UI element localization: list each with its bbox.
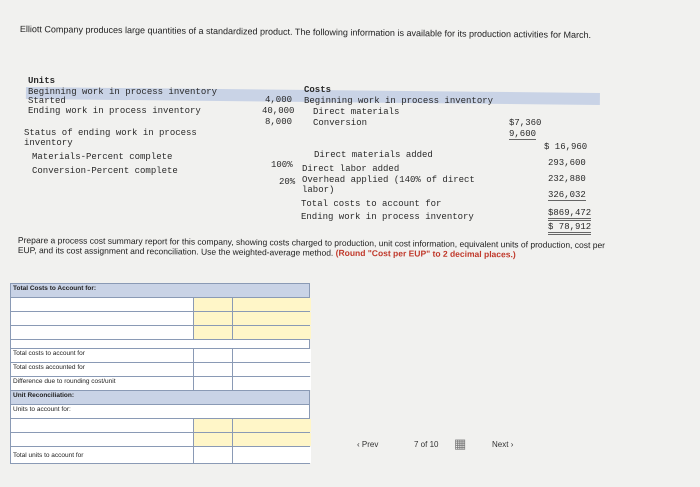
costs-beg-total: $ 16,960	[544, 142, 588, 152]
materials-percent-value: 100%	[271, 160, 293, 170]
form-row-difference	[10, 377, 310, 391]
input-cell[interactable]	[193, 377, 232, 390]
form-row-units-1	[10, 419, 310, 433]
input-cell[interactable]	[232, 447, 311, 463]
status-label: Status of ending work in process	[24, 128, 197, 138]
units-row-beg-label: Beginning work in process inventory	[28, 87, 218, 97]
form-row-units-2	[10, 433, 310, 447]
materials-percent-label: Materials-Percent complete	[32, 152, 173, 162]
dm-added-label: Direct materials added	[314, 150, 433, 160]
costs-conversion-label: Conversion	[313, 118, 368, 128]
page-indicator: 7 of 10	[414, 440, 439, 449]
costs-beg-wip-label: Beginning work in process inventory	[304, 96, 494, 106]
chevron-right-icon: ›	[510, 440, 514, 449]
total-costs-value: $869,472	[548, 208, 591, 221]
unit-recon-header: Unit Reconciliation:	[13, 392, 75, 399]
cost-summary-form	[10, 283, 310, 464]
intro-text: Elliott Company produces large quantities of a standardized product. The following information is available for its production activities for March.	[19, 24, 592, 40]
input-cell[interactable]	[232, 349, 311, 362]
instructions-text: Prepare a process cost summary report for this company, showing costs charged to production, unit cost information, equivalent units of production, cost per EUP, and its cost assignment and reconciliation. Use the weighted-average method.	[17, 235, 606, 258]
unit-recon-row	[10, 391, 310, 405]
ending-wip-value: $ 78,912	[548, 222, 591, 235]
input-cell[interactable]	[232, 433, 311, 446]
input-cell[interactable]	[232, 419, 311, 432]
units-row-started-value: 40,000	[262, 106, 295, 116]
input-cell[interactable]	[232, 326, 311, 339]
form-row-total-costs	[10, 349, 310, 363]
dm-added-value: 293,600	[548, 158, 586, 168]
grid-icon[interactable]: ▦	[454, 436, 467, 451]
units-row-end-value: 8,000	[265, 117, 293, 127]
total-units-row	[10, 447, 310, 464]
total-costs-header-row	[10, 283, 310, 298]
conversion-percent-value: 20%	[279, 177, 296, 187]
costs-direct-materials-value: $7,360	[509, 118, 542, 128]
input-cell[interactable]	[232, 298, 311, 311]
overhead-value: 326,032	[548, 190, 586, 200]
costs-conversion-value: 9,600	[509, 129, 537, 139]
overhead-label-2: labor)	[302, 185, 335, 195]
total-costs-header: Total Costs to Account for:	[13, 285, 97, 292]
input-cell[interactable]	[193, 363, 232, 376]
form-row-accounted	[10, 363, 310, 377]
rounding-note: (Round "Cost per EUP" to 2 decimal places.)	[335, 247, 516, 260]
total-units-label: Total units to account for	[13, 452, 84, 459]
units-to-account-label: Units to account for:	[13, 406, 71, 413]
difference-label: Difference due to rounding cost/unit	[13, 378, 116, 385]
form-row-2	[10, 312, 310, 326]
form-gap	[10, 340, 310, 349]
conversion-percent-label: Conversion-Percent complete	[32, 166, 178, 176]
costs-header: Costs	[304, 85, 332, 95]
costs-direct-materials-label: Direct materials	[313, 107, 400, 117]
next-button[interactable]	[492, 440, 513, 449]
units-row-started-label: Started	[28, 96, 66, 106]
input-cell[interactable]	[193, 298, 232, 311]
ending-wip-label: Ending work in process inventory	[301, 212, 474, 222]
overhead-label: Overhead applied (140% of direct	[302, 175, 475, 185]
total-costs-to-account-label: Total costs to account for	[13, 350, 85, 357]
input-cell[interactable]	[193, 312, 232, 325]
status-label-2: inventory	[24, 138, 73, 148]
dl-added-value: 232,880	[548, 174, 586, 184]
units-to-account-row	[10, 405, 310, 419]
next-label: Next	[492, 440, 509, 449]
input-cell[interactable]	[193, 349, 232, 362]
dl-added-label: Direct labor added	[302, 164, 400, 174]
instructions	[18, 235, 618, 260]
prev-button[interactable]	[357, 440, 378, 449]
input-cell[interactable]	[232, 312, 311, 325]
total-costs-accounted-label: Total costs accounted for	[13, 364, 85, 371]
chevron-left-icon: ‹	[357, 440, 360, 449]
form-row-1	[10, 298, 310, 312]
form-row-3	[10, 326, 310, 340]
total-costs-label: Total costs to account for	[301, 199, 442, 209]
units-header: Units	[28, 76, 56, 86]
units-row-end-label: Ending work in process inventory	[28, 106, 201, 116]
units-row-beg-value: 4,000	[265, 95, 293, 105]
input-cell[interactable]	[232, 363, 311, 376]
input-cell[interactable]	[232, 377, 311, 390]
input-cell[interactable]	[193, 419, 232, 432]
input-cell[interactable]	[193, 326, 232, 339]
input-cell[interactable]	[193, 433, 232, 446]
input-cell[interactable]	[193, 447, 232, 463]
prev-label: Prev	[361, 440, 379, 449]
